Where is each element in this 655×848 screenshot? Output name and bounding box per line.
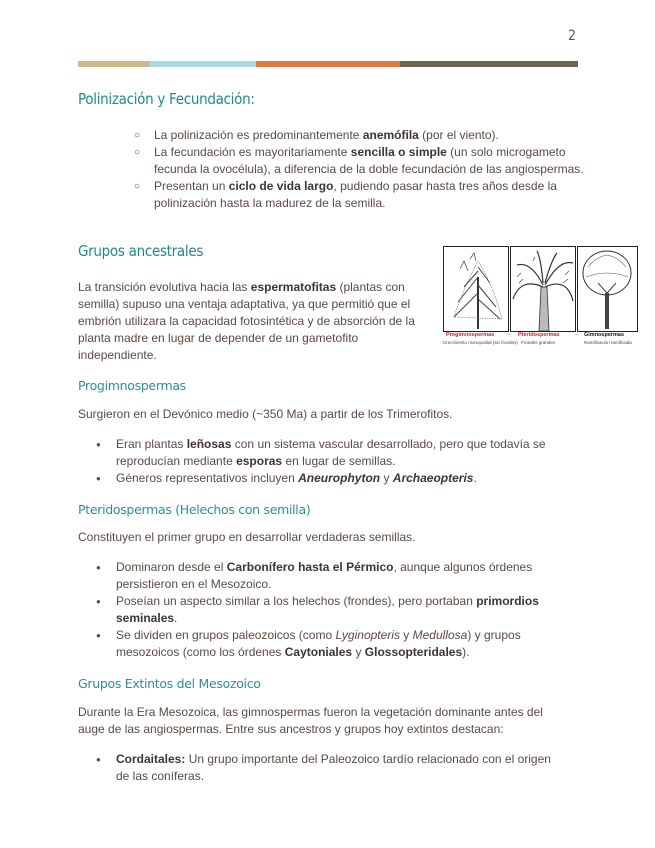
figure-label-pteridospermas: Pteridospermas [518,332,560,338]
grupos-ancestrales-intro: La transición evolutiva hacia las espermatofitas (plantas con semilla) supuso una ventaja adaptativa, ya que permitió que el embrión utilizara la capacidad fotosintética y de absorción de la planta madre en lugar de depender de un gametofito independiente. [78,280,415,362]
list-item: ○ La polinización es predominantemente anemófila (por el viento). [154,127,584,144]
list-item: ● Se dividen en grupos paleozoicos (como Lyginopteris y Medullosa) y grupos mesozoicos (como los órdenes Caytoniales y Glossopteridales). [116,627,556,661]
pteridosperma-tree-illustration [511,247,575,331]
color-bar-segment-light-blue [150,61,256,67]
color-bar-segment-tan [78,61,150,67]
color-bar-segment-orange [256,61,400,67]
list-item: ○ La fecundación es mayoritariamente sencilla o simple (un solo microgameto fecunda la ovocélula), a diferencia de la doble fecundación de las angiospermas. [154,144,584,178]
pteridospermas-intro: Constituyen el primer grupo en desarrollar verdaderas semillas. [78,530,416,544]
list-item: ● Dominaron desde el Carbonífero hasta el Pérmico, aunque algunos órdenes persistieron en el Mesozoico. [116,559,556,593]
figure-panel-progimnospermas [443,246,509,332]
header-color-bar [78,61,578,67]
pteridospermas-list [116,559,556,661]
evolution-figure [443,246,636,354]
heading-progimnospermas: Progimnospermas [78,378,186,393]
figure-label-gimnospermas: Gimnospermas [584,332,625,338]
list-item: ○ Presentan un ciclo de vida largo, pudiendo pasar hasta tres años desde la polinización hasta la madurez de la semilla. [154,178,584,212]
mesozoico-intro: Durante la Era Mesozoica, las gimnospermas fueron la vegetación dominante antes del auge de las angiospermas. Entre sus ancestros y grupos hoy extintos destacan: [78,705,543,736]
polinizacion-list [154,127,584,212]
figure-arrow: → [574,331,580,337]
list-item: ● Eran plantas leñosas con un sistema vascular desarrollado, pero que todavía se reproducían mediante esporas en lugar de semillas. [116,436,561,470]
figure-label-progimnospermas: Progimnospermas [446,332,495,338]
heading-pteridospermas: Pteridospermas (Helechos con semilla) [78,502,311,517]
figure-panel-gimnospermas [577,246,638,332]
page-number: 2 [568,28,577,44]
figure-caption-gimnospermas: Ramificación ramificada [584,340,632,345]
heading-grupos-extintos-mesozoico: Grupos Extintos del Mesozoico [78,676,261,691]
progimnospermas-list [116,436,561,487]
mesozoico-list [116,751,566,785]
figure-caption-pteridospermas: Frondes grandes [521,340,556,345]
heading-polinizacion: Polinización y Fecundación: [78,90,255,108]
gimnosperma-tree-illustration [578,247,637,331]
figure-panel-pteridospermas [510,246,576,332]
heading-grupos-ancestrales: Grupos ancestrales [78,242,204,260]
list-item: ● Cordaitales: Un grupo importante del Paleozoico tardío relacionado con el origen de las coníferas. [116,751,566,785]
color-bar-segment-brown [400,61,578,67]
figure-arrow: → [506,331,512,337]
figure-caption-progimnospermas: Crecimiento monopodial (sin frondes) [443,340,518,345]
progimnosperma-tree-illustration [444,247,508,331]
list-item: ● Géneros representativos incluyen Aneurophyton y Archaeopteris. [116,470,561,487]
list-item: ● Poseían un aspecto similar a los helechos (frondes), pero portaban primordios seminales. [116,593,556,627]
progimnospermas-intro: Surgieron en el Devónico medio (~350 Ma) a partir de los Trimerofitos. [78,407,453,421]
